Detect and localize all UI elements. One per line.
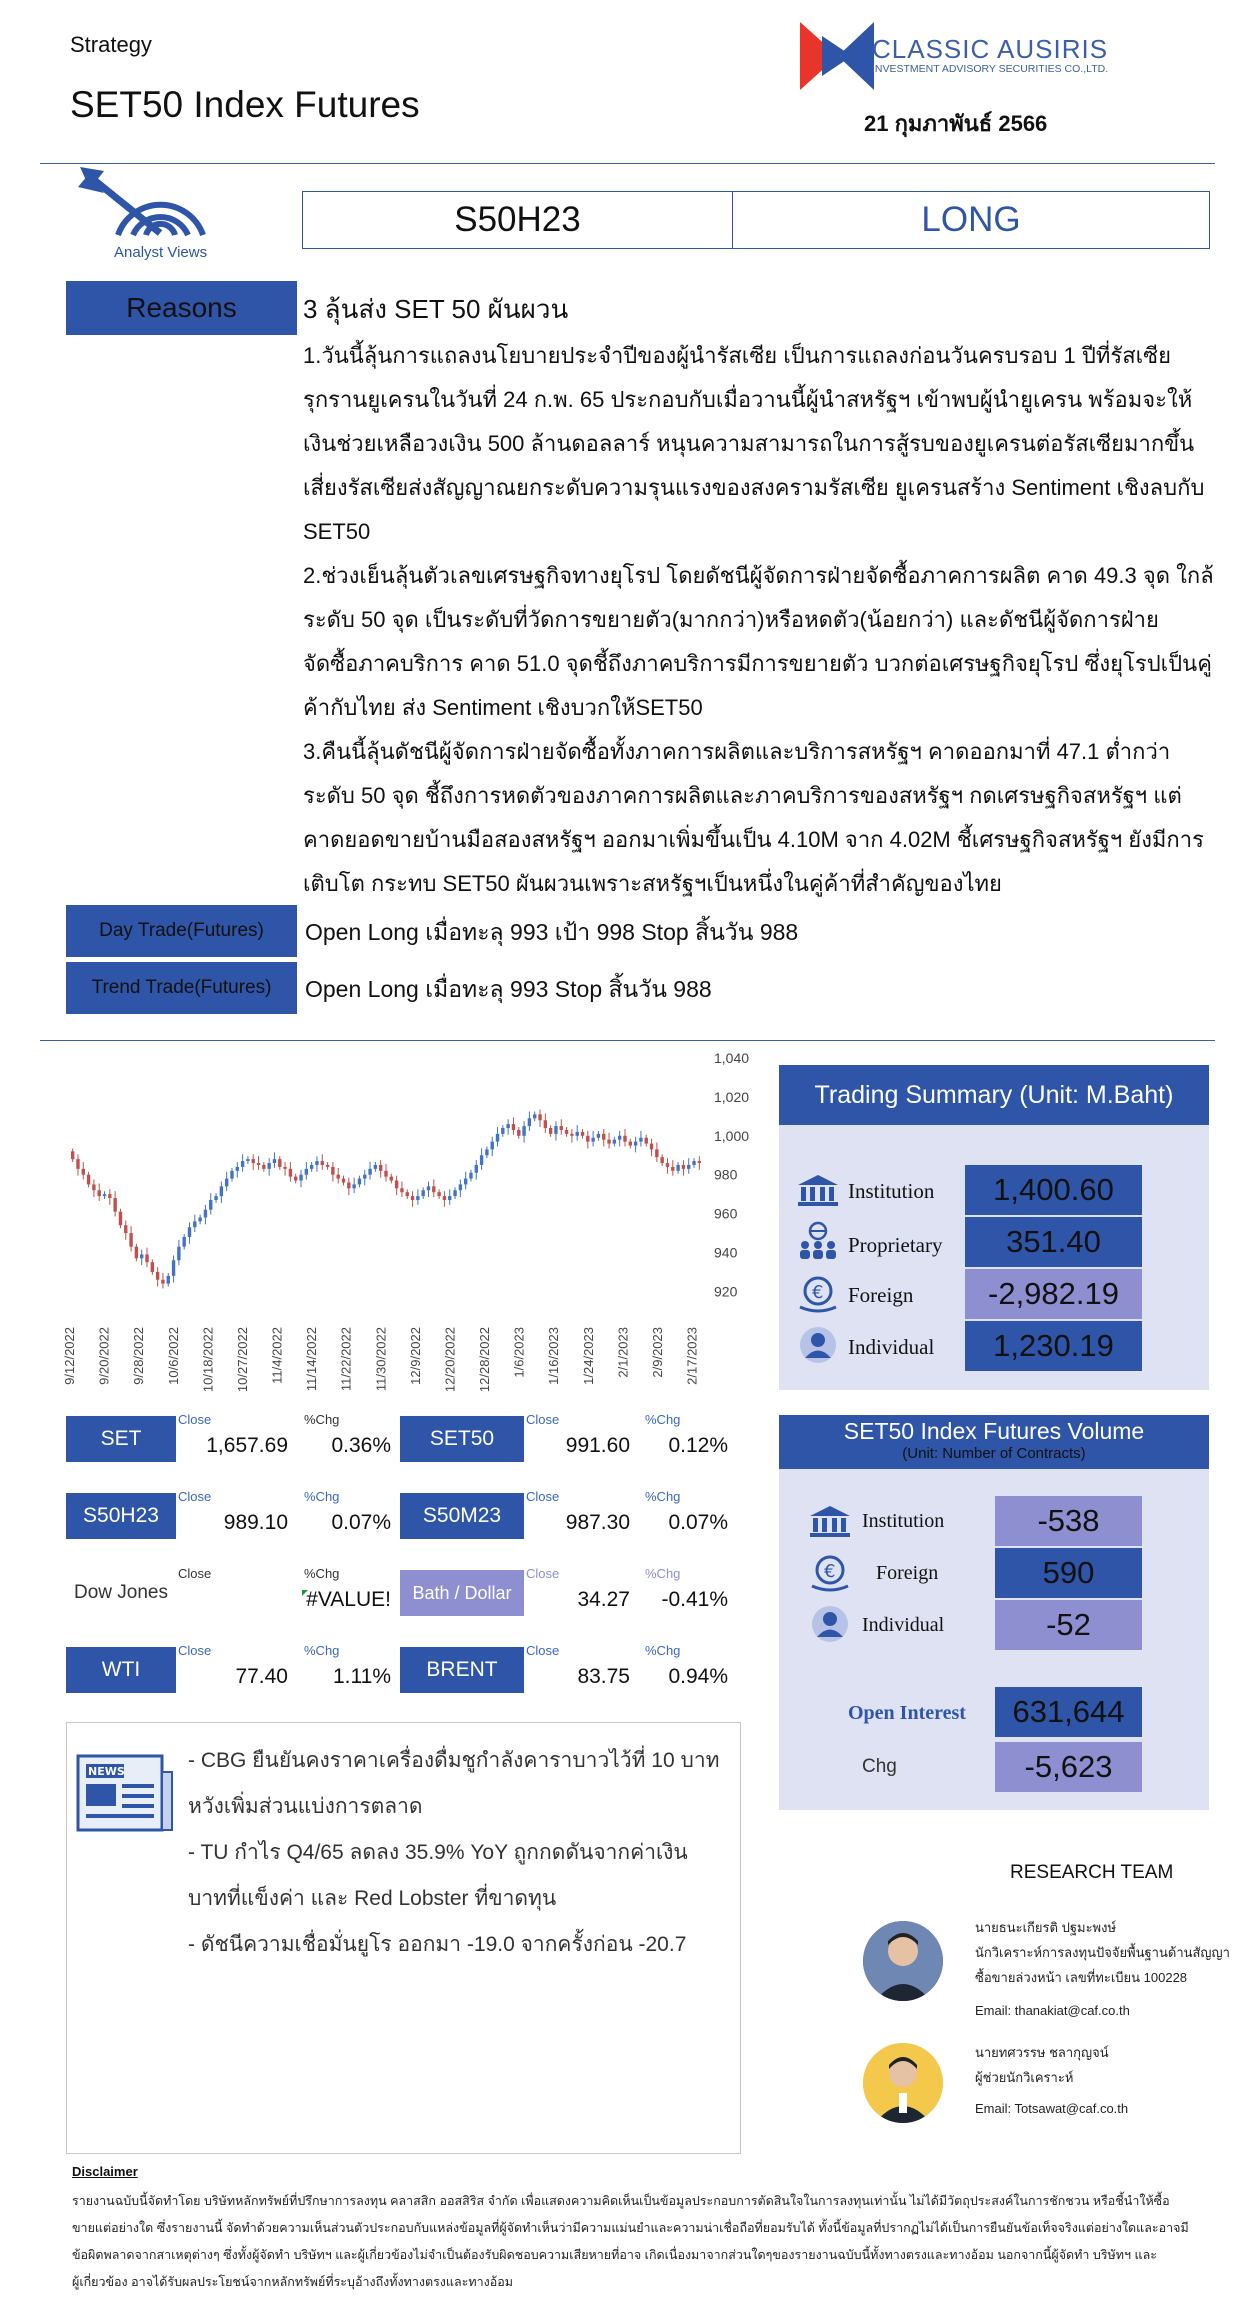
ts-value-proprietary: 351.40 [965,1217,1142,1267]
ts-row-proprietary [790,1217,1200,1269]
x-tick-label: 1/16/2023 [546,1327,562,1385]
y-tick-label: 960 [714,1205,738,1222]
candle-body [698,1161,701,1163]
chg-label: %Chg [304,1643,340,1658]
brand-subtitle: INVESTMENT ADVISORY SECURITIES CO.,LTD. [872,63,1109,75]
candle-body [629,1142,632,1146]
disclaimer-line: รายงานฉบับนี้จัดทำโดย บริษัทหลักทรัพย์ที่ปรึกษาการลงทุน คลาสสิก ออสสิริส จำกัด เพื่อแสดงความคิดเห็นเป็นข้อมูลประกอบการตัดสินใจในการลงทุนเท่านั้น ไม่ได้มีวัตถุประสงค์ในการชักชวน หรือชี้นำให้ซื้อ [72,2194,1170,2208]
x-tick-label: 12/28/2022 [477,1327,493,1393]
ts-label-foreign: Foreign [848,1283,914,1307]
market-name: SET50 [400,1416,524,1462]
candle-body [358,1179,361,1185]
trend-trade-label: Trend Trade(Futures) [66,962,297,1014]
brand-name: CLASSIC AUSIRIS [872,34,1109,64]
ts-row-foreign [790,1269,1200,1321]
day-trade-label: Day Trade(Futures) [66,905,297,957]
candle-body [448,1196,451,1200]
x-tick-label: 11/22/2022 [338,1327,354,1392]
market-cell-s50h23 [66,1487,396,1543]
disclaimer-line: ข้อผิดพลาดจากสาเหตุต่างๆ ซึ่งทั้งผู้จัดทำ บริษัทฯ และผู้เกี่ยวข้องไม่จำเป็นต้องรับผิดชอบความเสียหายที่อาจ เกิดเนื่องมาจากส่วนใดๆของรายงานฉบับนี้ทั้งทางตรงและทางอ้อม นอกจากนี้ผู้จัดทำ บริษัทฯ และ [72,2248,1157,2262]
chg-value: 0.12% [668,1434,728,1457]
market-name: Bath / Dollar [400,1570,524,1616]
candle-body [517,1130,520,1136]
candle-body [278,1159,281,1167]
candle-body [315,1161,318,1165]
candle-body [145,1254,148,1262]
candle-body [480,1155,483,1165]
day-trade-text: Open Long เมื่อทะลุ 993 เป้า 998 Stop สิ้นวัน 988 [305,919,799,945]
chg-label: %Chg [645,1643,681,1658]
candle-body [570,1134,573,1136]
header-divider [40,163,1215,164]
x-tick-label: 11/14/2022 [304,1327,320,1392]
candle-body [400,1188,403,1192]
reason-line: เงินช่วยเหลือวงเงิน 500 ล้านดอลลาร์ หนุนความสามารถในการสู้รบของยูเครนต่อรัสเซียมากขึ้น [303,431,1195,456]
close-value: 83.75 [577,1665,630,1688]
candle-body [188,1227,191,1237]
candle-body [374,1165,377,1169]
market-cell-bath-dollar [400,1564,740,1620]
analyst-2-role: ผู้ช่วยนักวิเคราะห์ [975,2070,1074,2085]
close-value: 991.60 [565,1434,630,1457]
contract-box [302,191,1210,249]
market-cell-dow-jones [66,1564,396,1620]
coin-hand-icon [808,1552,852,1592]
research-team-title: RESEARCH TEAM [1010,1862,1174,1883]
candle-body [342,1179,345,1183]
building-icon [796,1173,840,1207]
reason-line: เสี่ยงรัสเซียส่งสัญญาณยกระดับความรุนแรงของสงครามรัสเซีย ยูเครนสร้าง Sentiment เชิงลบกับ [303,475,1205,500]
candle-body [98,1190,101,1196]
person-icon [796,1325,840,1365]
y-tick-label: 1,000 [714,1127,750,1144]
candle-body [273,1159,276,1163]
candle-body [406,1192,409,1196]
candle-body [161,1280,164,1284]
market-cell-set50 [400,1410,740,1466]
ts-value-individual: 1,230.19 [965,1321,1142,1371]
candle-body [528,1118,531,1126]
candle-body [666,1163,669,1167]
candle-body [363,1175,366,1179]
reason-line: ระดับ 50 จุด ชี้ถึงการหดตัวของภาคการผลิตและภาคบริการของสหรัฐฯ กดเศรษฐกิจสหรัฐฯ แต่ [303,783,1182,808]
candle-body [506,1124,509,1128]
chg-label: %Chg [645,1566,681,1581]
market-name: Dow Jones [74,1582,168,1603]
candle-body [544,1120,547,1128]
candle-body [554,1126,557,1134]
chg-value: 1.11% [333,1665,391,1688]
candle-body [209,1200,212,1210]
candle-body [437,1192,440,1196]
candle-body [591,1138,594,1142]
chg-value: 0.07% [668,1511,728,1534]
open-interest-value: 631,644 [995,1687,1142,1737]
candle-body [113,1198,116,1212]
candle-body [565,1130,568,1134]
candle-body [129,1233,132,1247]
x-tick-label: 12/20/2022 [442,1327,458,1393]
chg-value: -5,623 [995,1742,1142,1792]
disclaimer-line: ผู้เกี่ยวข้อง อาจได้รับผลประโยชน์จากหลักทรัพย์ที่ระบุอ้างถึงทั้งทางตรงและทางอ้อม [72,2275,513,2289]
news-line: - TU กำไร Q4/65 ลดลง 35.9% YoY ถูกกดดันจากค่าเงิน [188,1841,688,1864]
newspaper-icon-label: NEWS [88,1765,125,1778]
market-name: BRENT [400,1647,524,1693]
reasons-label: Reasons [66,281,297,335]
chg-label: %Chg [304,1489,340,1504]
analyst-1-info [975,1915,1230,2023]
candle-body [220,1186,223,1196]
candle-body [156,1272,159,1280]
candle-body [485,1149,488,1155]
candle-body [124,1225,127,1233]
section-divider [40,1040,1215,1041]
candle-body [613,1140,616,1144]
candle-body [177,1247,180,1261]
candle-body [395,1181,398,1189]
candle-body [230,1171,233,1179]
futures-volume-header [779,1415,1209,1469]
candle-body [225,1179,228,1187]
close-value: 77.40 [235,1665,288,1688]
chg-label: %Chg [304,1566,340,1581]
candle-body [421,1190,424,1196]
candle-body [453,1190,456,1196]
reason-line: ระดับ 50 จุด เป็นระดับที่วัดการขยายตัว(มากกว่า)หรือหดตัว(น้อยกว่า) และดัชนีผู้จัดการฝ่าย [303,607,1159,632]
candle-body [411,1196,414,1200]
candle-body [71,1151,74,1159]
close-label: Close [526,1643,560,1658]
candle-body [214,1196,217,1200]
candle-body [257,1163,260,1165]
candle-body [236,1167,239,1171]
report-date: 21 กุมภาพันธ์ 2566 [864,111,1048,136]
close-value: 34.27 [577,1588,630,1611]
x-tick-label: 11/30/2022 [373,1327,389,1392]
analyst-1-role: นักวิเคราะห์การลงทุนปัจจัยพื้นฐานด้านสัญญา [975,1945,1230,1960]
chg-value: #VALUE! [306,1588,391,1611]
svg-text:€: € [824,1561,836,1582]
y-tick-label: 940 [714,1244,738,1261]
ts-label-individual: Individual [848,1335,935,1359]
candle-body [108,1194,111,1198]
candle-body [283,1167,286,1169]
x-tick-label: 10/6/2022 [165,1327,181,1385]
close-label: Close [178,1412,212,1427]
fv-label-foreign: Foreign [876,1562,939,1584]
futures-volume-title: SET50 Index Futures Volume [843,1418,1145,1444]
candle-body [384,1171,387,1177]
candle-body [496,1134,499,1142]
contract-position: LONG [921,200,1021,239]
x-tick-label: 1/24/2023 [580,1327,596,1385]
candle-body [151,1262,154,1272]
candle-body [140,1254,143,1258]
coin-hand-icon [796,1273,840,1313]
candle-body [92,1184,95,1190]
candle-body [464,1179,467,1185]
candle-body [119,1212,122,1226]
x-tick-label: 9/20/2022 [96,1327,112,1385]
chg-label: %Chg [304,1412,340,1427]
candle-body [469,1173,472,1179]
building-icon [808,1504,852,1538]
candle-body [390,1177,393,1181]
candle-body [172,1260,175,1276]
trading-summary-title: Trading Summary (Unit: M.Baht) [779,1065,1209,1125]
close-label: Close [178,1566,212,1581]
candle-body [427,1186,430,1190]
svg-text:€: € [812,1282,824,1303]
close-label: Close [178,1643,212,1658]
reason-line: 2.ช่วงเย็นลุ้นตัวเลขเศรษฐกิจทางยุโรป โดยดัชนีผู้จัดการฝ่ายจัดซื้อภาคการผลิต คาด 49.3 จุด ใกล้ [303,563,1214,588]
candle-body [443,1196,446,1200]
market-cell-s50m23 [400,1487,740,1543]
ts-row-institution [790,1165,1200,1217]
reason-line: 3.คืนนี้ลุ้นดัชนีผู้จัดการฝ่ายจัดซื้อทั้งภาคการผลิตและบริการสหรัฐฯ คาดออกมาที่ 47.1 ต่ำกว่า [303,739,1171,764]
reasons-body [303,334,1223,906]
candlestick-chart [62,1050,774,1410]
candle-body [581,1132,584,1136]
news-line: หวังเพิ่มส่วนแบ่งการตลาด [188,1795,423,1818]
x-tick-label: 10/27/2022 [234,1327,250,1393]
candle-body [491,1142,494,1150]
news-list [188,1738,738,1968]
y-tick-label: 980 [714,1166,738,1183]
candle-body [650,1144,653,1150]
analyst-1-name: นายธนะเกียรติ ปฐมะพงษ์ [975,1920,1117,1935]
x-tick-label: 2/1/2023 [615,1327,631,1378]
candle-body [321,1161,324,1165]
reasons-headline: 3 ลุ้นส่ง SET 50 ผันผวน [303,294,569,324]
x-tick-label: 9/28/2022 [131,1327,147,1385]
close-value: 1,657.69 [206,1434,288,1457]
candle-body [87,1175,90,1185]
y-tick-label: 1,020 [714,1088,750,1105]
candle-body [246,1159,249,1161]
report-category: Strategy [70,32,152,57]
candle-body [347,1182,350,1188]
x-tick-label: 12/9/2022 [407,1327,423,1385]
candle-body [267,1163,270,1169]
disclaimer-body [72,2188,1232,2296]
x-tick-label: 2/9/2023 [649,1327,665,1378]
candle-body [655,1149,658,1157]
analyst-views-text: Analyst Views [114,244,208,261]
fv-row-institution [790,1496,1200,1548]
chg-value: 0.36% [331,1434,391,1457]
candle-body [204,1210,207,1218]
trend-trade-text: Open Long เมื่อทะลุ 993 Stop สิ้นวัน 988 [305,976,712,1002]
candle-body [634,1142,637,1146]
market-grid [66,1410,746,1710]
newspaper-icon [76,1752,176,1836]
market-cell-wti [66,1641,396,1697]
close-value: 989.10 [223,1511,288,1534]
candle-body [135,1247,138,1259]
chg-value: 0.94% [668,1665,728,1688]
candle-body [432,1186,435,1192]
chg-label: %Chg [645,1412,681,1427]
candle-body [103,1194,106,1196]
ts-label-proprietary: Proprietary [848,1233,943,1257]
candle-body [522,1126,525,1136]
reason-line: ค้ากับไทย ส่ง Sentiment เชิงบวกให้SET50 [303,695,703,720]
ts-value-institution: 1,400.60 [965,1165,1142,1215]
candle-body [82,1169,85,1175]
ts-label-institution: Institution [848,1179,935,1203]
candle-body [623,1136,626,1142]
candle-body [602,1134,605,1140]
candle-body [337,1175,340,1179]
candle-body [299,1175,302,1181]
x-tick-label: 1/6/2023 [511,1327,527,1378]
people-globe-icon [796,1221,840,1261]
futures-volume-subtitle: (Unit: Number of Contracts) [902,1445,1086,1462]
fv-value-individual: -52 [995,1600,1142,1650]
candle-body [289,1169,292,1177]
candle-body [597,1134,600,1138]
news-line: - CBG ยืนยันคงราคาเครื่องดื่มชูกำลังคาราบาวไว้ที่ 10 บาท [188,1749,720,1772]
candle-body [416,1196,419,1200]
chg-value: 0.07% [331,1511,391,1534]
candle-body [618,1136,621,1140]
analyst-2-info [975,2040,1128,2121]
candle-body [262,1165,265,1169]
candle-body [645,1138,648,1144]
close-label: Close [526,1566,560,1581]
close-label: Close [178,1489,212,1504]
close-label: Close [526,1412,560,1427]
news-line: บาทที่แข็งค่า และ Red Lobster ที่ขาดทุน [188,1887,557,1910]
candle-body [459,1184,462,1190]
candle-body [501,1128,504,1134]
ts-value-foreign: -2,982.19 [965,1269,1142,1319]
candle-body [639,1138,642,1142]
reason-line: จัดซื้อภาคบริการ คาด 51.0 จุดชี้ถึงภาคบริการมีการขยายตัว บวกต่อเศรษฐกิจยุโรป ซึ่งยุโรปเป็นคู่ [303,651,1212,676]
disclaimer-line: ขายแต่อย่างใด ซึ่งรายงานนี้ จัดทำด้วยความเห็นส่วนตัวประกอบกับแหล่งข้อมูลที่ผู้จัดทำเห็นว่ามีความแม่นยำและความน่าเชื่อถือที่ยอมรับได้ ทั้งนี้ข้อมูลที่ปรากฏไม่ได้เป็นการยืนยันข้อเท็จจริงแต่อย่างใดและอาจมี [72,2221,1189,2235]
reason-line: คาดยอดขายบ้านมือสองสหรัฐฯ ออกมาเพิ่มขึ้นเป็น 4.10M จาก 4.02M ชี้เศรษฐกิจสหรัฐฯ ยังมีการ [303,827,1204,852]
candle-body [198,1217,201,1221]
fv-row-foreign [790,1548,1200,1600]
analyst-1-email: Email: thanakiat@caf.co.th [975,2003,1130,2018]
chg-label: Chg [862,1756,897,1777]
candle-body [512,1124,515,1130]
close-label: Close [526,1489,560,1504]
market-name: SET [66,1416,176,1462]
candle-body [586,1136,589,1142]
reason-line: SET50 [303,519,371,544]
analyst-1-role2: ซื้อขายล่วงหน้า เลขที่ทะเบียน 100228 [975,1970,1188,1985]
candle-body [294,1177,297,1181]
close-value: 987.30 [565,1511,630,1534]
fv-value-foreign: 590 [995,1548,1142,1598]
open-interest-label: Open Interest [848,1702,966,1724]
x-tick-label: 9/12/2022 [62,1327,77,1385]
candle-body [379,1165,382,1171]
candle-body [560,1126,563,1130]
x-tick-label: 10/18/2022 [200,1327,216,1393]
candle-body [252,1159,255,1163]
candle-body [538,1114,541,1120]
reason-line: รุกรานยูเครนในวันที่ 24 ก.พ. 65 ประกอบกับเมื่อวานนี้ผู้นำสหรัฐฯ เข้าพบผู้นำยูเครน พร้อมจะให้ [303,387,1193,412]
x-tick-label: 2/17/2023 [684,1327,700,1385]
ts-row-individual [790,1321,1200,1373]
y-tick-label: 920 [714,1283,738,1300]
candle-body [193,1221,196,1227]
disclaimer-title: Disclaimer [72,2164,138,2179]
news-line: - ดัชนีความเชื่อมั่นยูโร ออกมา -19.0 จากครั้งก่อน -20.7 [188,1933,687,1956]
candle-body [676,1165,679,1171]
candle-body [575,1132,578,1136]
reason-line: เติบโต กระทบ SET50 ผันผวนเพราะสหรัฐฯเป็นหนึ่งในคู่ค้าที่สำคัญของไทย [303,871,1002,896]
analyst-photo [863,1921,943,2001]
candle-body [331,1167,334,1175]
contract-symbol: S50H23 [303,192,733,248]
candlestick-chart-svg [62,1050,774,1410]
assistant-photo [863,2043,943,2123]
person-icon [808,1604,852,1644]
candle-body [305,1169,308,1175]
candle-body [310,1165,313,1169]
candle-body [533,1114,536,1118]
market-name: S50M23 [400,1493,524,1539]
market-cell-set [66,1410,396,1466]
candle-body [475,1165,478,1173]
market-cell-brent [400,1641,740,1697]
fv-row-individual [790,1600,1200,1652]
chg-label: %Chg [645,1489,681,1504]
candle-body [352,1184,355,1188]
reason-line: 1.วันนี้ลุ้นการแถลงนโยบายประจำปีของผู้นำรัสเซีย เป็นการแถลงก่อนวันครบรอบ 1 ปีที่รัสเซีย [303,343,1171,368]
candle-body [682,1165,685,1169]
candle-body [660,1157,663,1163]
candle-body [76,1159,79,1169]
candle-body [167,1276,170,1284]
candle-body [692,1161,695,1165]
fv-label-institution: Institution [862,1510,945,1532]
candle-body [607,1140,610,1144]
y-tick-label: 1,040 [714,1050,750,1066]
market-name: WTI [66,1647,176,1693]
candle-body [687,1165,690,1169]
candle-body [368,1169,371,1175]
candle-body [241,1161,244,1167]
analyst-2-name: นายทศวรรษ ชลากุญจน์ [975,2045,1109,2060]
candle-body [182,1237,185,1247]
market-name: S50H23 [66,1493,176,1539]
candle-body [326,1165,329,1167]
x-tick-label: 11/4/2022 [269,1327,285,1384]
analyst-2-email: Email: Totsawat@caf.co.th [975,2101,1129,2116]
fv-label-individual: Individual [862,1614,945,1636]
candle-body [549,1128,552,1134]
candle-body [671,1167,674,1171]
report-title: SET50 Index Futures [70,84,420,125]
chg-value: -0.41% [661,1588,728,1611]
fv-value-institution: -538 [995,1496,1142,1546]
